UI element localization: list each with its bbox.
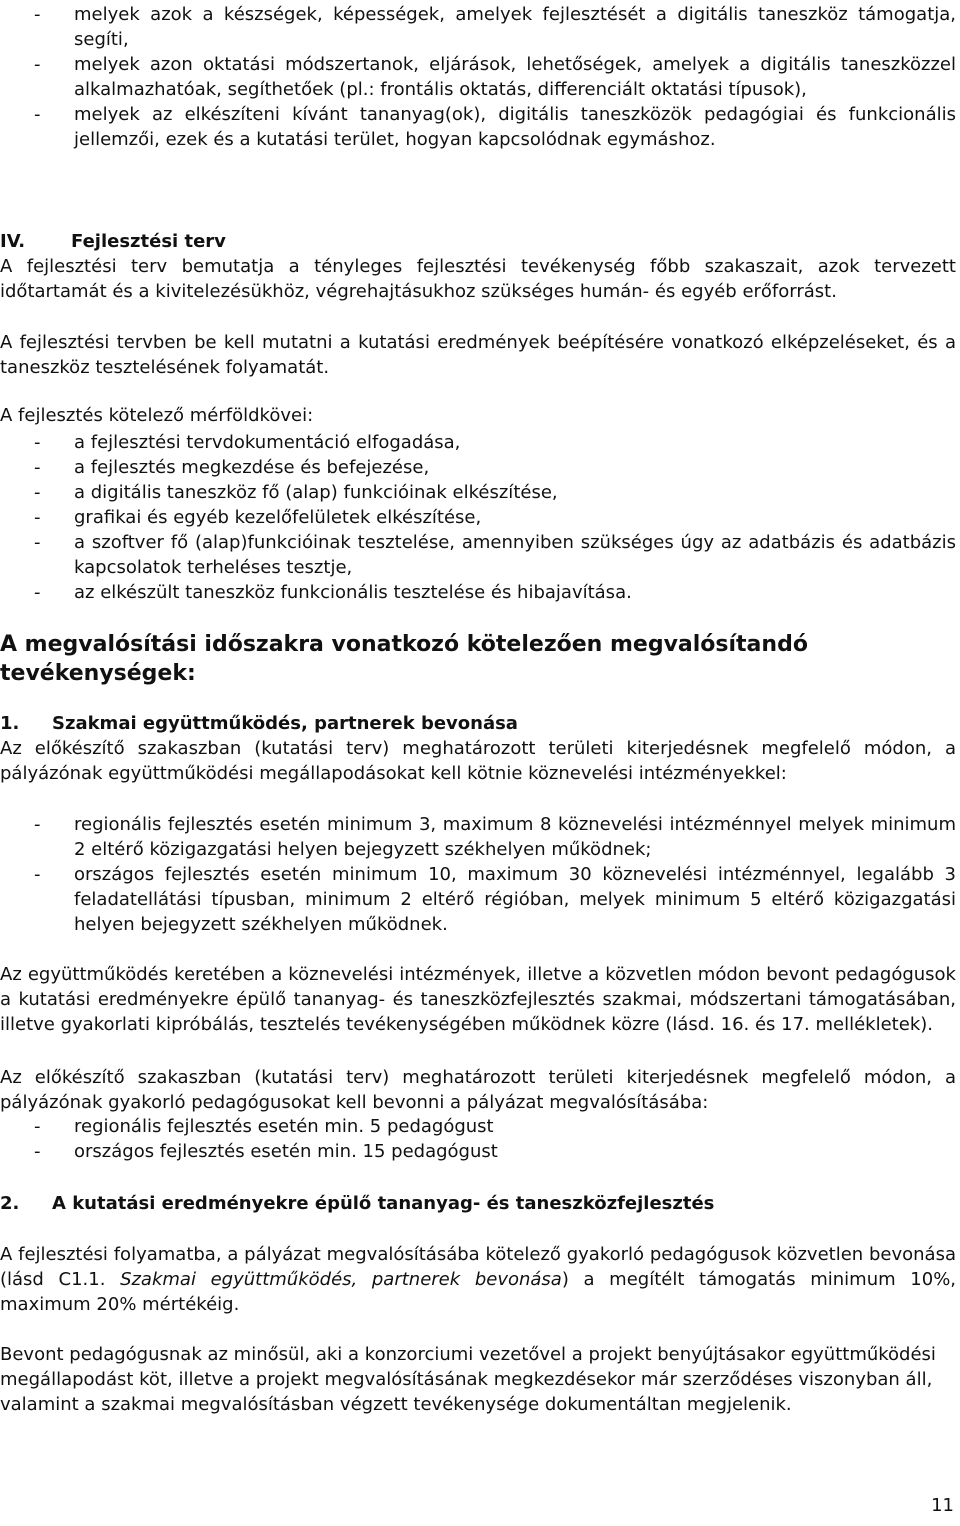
list-item-text: grafikai és egyéb kezelőfelületek elkészítése, <box>74 507 482 528</box>
top-list <box>0 2 956 152</box>
list-item-text: melyek azok a készségek, képességek, amelyek fejlesztését a digitális taneszköz támogatja, segíti, <box>74 4 956 50</box>
list-item-text: melyek az elkészíteni kívánt tananyag(ok), digitális taneszközök pedagógiai és funkcionális jellemzői, ezek és a kutatási terület, hogyan kapcsolódnak egymáshoz. <box>74 104 956 150</box>
list-item <box>0 530 956 580</box>
list-dash: - <box>34 457 41 478</box>
list-item <box>0 1114 956 1139</box>
section-iv-paragraph: A fejlesztési terv bemutatja a tényleges fejlesztési tevékenység főbb szakaszait, azok tervezett időtartamát és a kivitelezésükhöz, végrehajtásukhoz szükséges humán- és egyéb erőforrást. <box>0 256 956 302</box>
list-item <box>0 505 956 530</box>
section-1-list <box>0 812 956 937</box>
list-item <box>0 480 956 505</box>
list-dash: - <box>34 432 41 453</box>
list-item <box>0 862 956 937</box>
section-title: Szakmai együttműködés, partnerek bevonása <box>52 713 518 734</box>
section-title: A kutatási eredményekre épülő tananyag- és taneszközfejlesztés <box>52 1193 715 1214</box>
list-item-text: a fejlesztési tervdokumentáció elfogadása, <box>74 432 461 453</box>
section-1-list <box>0 1114 956 1164</box>
list-dash: - <box>34 532 41 553</box>
section-1-paragraph: Az előkészítő szakaszban (kutatási terv) meghatározott területi kiterjedésnek megfelelő módon, a pályázónak gyakorló pedagógusokat kell bevonni a pályázat megvalósításába: <box>0 1067 956 1113</box>
section-2-paragraph <box>0 1242 956 1317</box>
list-item <box>0 52 956 102</box>
list-item <box>0 2 956 52</box>
list-item-text: országos fejlesztés esetén minimum 10, maximum 30 köznevelési intézménnyel, legalább 3 feladatellátási típusban, minimum 2 eltérő régióban, melyek minimum 5 eltérő közigazgatási helyen bejegyzett székhelyen működnek. <box>74 864 956 935</box>
section-1-heading <box>0 711 956 736</box>
paragraph-text: ) a megítélt támogatás minimum 10%, maximum 20% mértékéig. <box>0 1269 957 1315</box>
list-dash: - <box>34 1116 41 1137</box>
list-dash: - <box>34 104 41 125</box>
list-dash: - <box>34 507 41 528</box>
section-number: IV. <box>0 231 26 252</box>
section-number: 2. <box>0 1193 20 1214</box>
activities-heading-line: tevékenységek: <box>0 661 196 686</box>
list-item <box>0 1139 956 1164</box>
page-number: 11 <box>931 1495 954 1516</box>
milestones-intro: A fejlesztés kötelező mérföldkövei: <box>0 405 314 426</box>
list-dash: - <box>34 1141 41 1162</box>
list-item <box>0 102 956 152</box>
list-item-text: országos fejlesztés esetén min. 15 pedagógust <box>74 1141 498 1162</box>
section-2-heading <box>0 1191 956 1216</box>
list-item-text: a digitális taneszköz fő (alap) funkcióinak elkészítése, <box>74 482 558 503</box>
list-dash: - <box>34 582 41 603</box>
list-dash: - <box>34 54 41 75</box>
list-item <box>0 430 956 455</box>
section-1-paragraph: Az együttműködés keretében a köznevelési intézmények, illetve a közvetlen módon bevont pedagógusok a kutatási eredményekre épülő tananyag- és taneszközfejlesztés szakmai, módszertani támogatásában, illetve gyakorlati kipróbálás, tesztelés tevékenységében működnek közre (lásd. 16. és 17. mellékletek). <box>0 964 956 1035</box>
activities-heading <box>0 630 956 688</box>
list-dash: - <box>34 4 41 25</box>
list-dash: - <box>34 814 41 835</box>
list-dash: - <box>34 864 41 885</box>
section-2-paragraph: Bevont pedagógusnak az minősül, aki a konzorciumi vezetővel a projekt benyújtásakor együttműködési megállapodást köt, illetve a projekt megvalósításának megkezdésekor már szerződéses viszonyban áll, valamint a szakmai megvalósításban végzett tevékenysége dokumentáltan megjelenik. <box>0 1344 936 1415</box>
emphasized-reference: Szakmai együttműködés, partnerek bevonása <box>120 1269 562 1290</box>
activities-heading-line: A megvalósítási időszakra vonatkozó kötelezően megvalósítandó <box>0 632 808 657</box>
paragraph-text: A fejlesztési folyamatba, a pályázat megvalósításába kötelező gyakorló pedagógusok közvetlen bevonása (lásd C1.1. <box>0 1244 956 1290</box>
milestones-list <box>0 430 956 605</box>
list-item-text: melyek azon oktatási módszertanok, eljárások, lehetőségek, amelyek a digitális taneszközzel alkalmazhatóak, segíthetőek (pl.: frontális oktatás, differenciált oktatási típusok), <box>74 54 956 100</box>
list-item <box>0 580 956 605</box>
list-item <box>0 812 956 862</box>
section-iv-paragraph: A fejlesztési tervben be kell mutatni a kutatási eredmények beépítésére vonatkozó elképzeléseket, és a taneszköz tesztelésének folyamatát. <box>0 332 956 378</box>
list-item-text: a fejlesztés megkezdése és befejezése, <box>74 457 430 478</box>
list-item <box>0 455 956 480</box>
list-dash: - <box>34 482 41 503</box>
section-number: 1. <box>0 713 20 734</box>
section-iv-heading <box>0 229 956 254</box>
section-title: Fejlesztési terv <box>71 231 226 252</box>
list-item-text: a szoftver fő (alap)funkcióinak tesztelése, amennyiben szükséges úgy az adatbázis és adatbázis kapcsolatok terheléses tesztje, <box>74 532 956 578</box>
list-item-text: az elkészült taneszköz funkcionális tesztelése és hibajavítása. <box>74 582 632 603</box>
section-1-paragraph: Az előkészítő szakaszban (kutatási terv) meghatározott területi kiterjedésnek megfelelő módon, a pályázónak együttműködési megállapodásokat kell kötnie köznevelési intézményekkel: <box>0 738 956 784</box>
list-item-text: regionális fejlesztés esetén minimum 3, maximum 8 köznevelési intézménnyel melyek minimum 2 eltérő közigazgatási helyen bejegyzett székhelyen működnek; <box>74 814 956 860</box>
list-item-text: regionális fejlesztés esetén min. 5 pedagógust <box>74 1116 494 1137</box>
